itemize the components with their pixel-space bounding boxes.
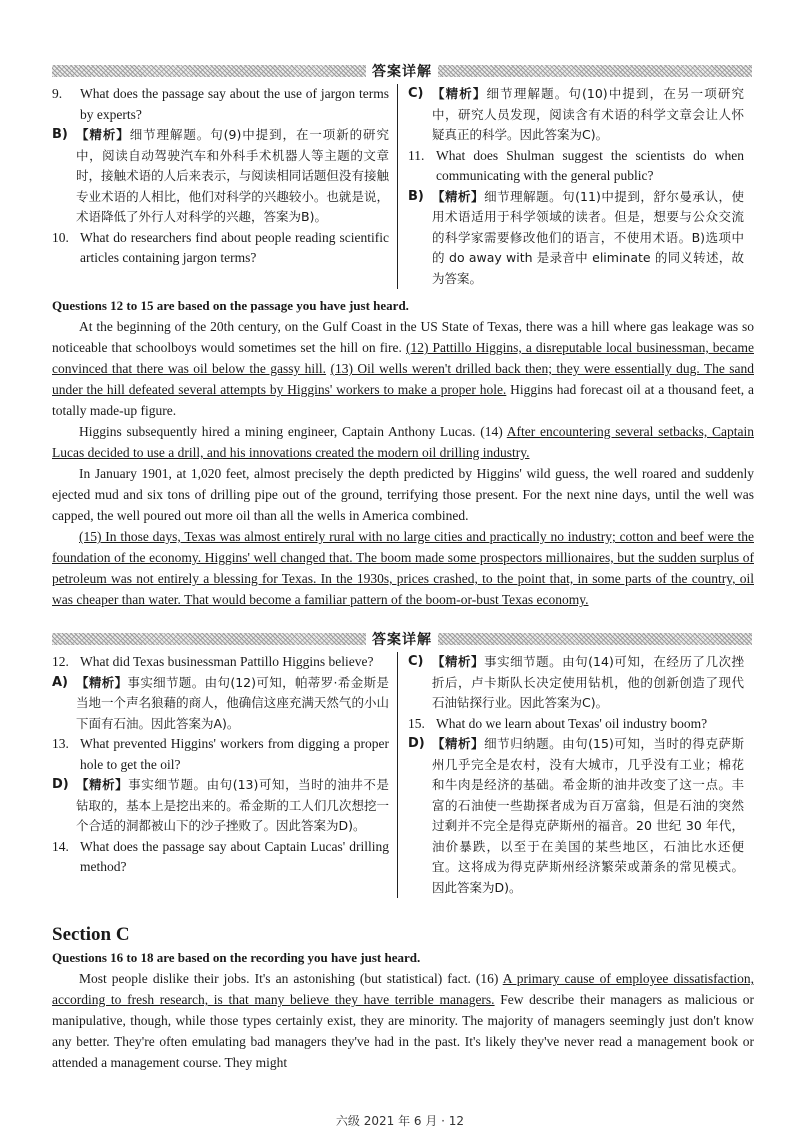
question-9: 9. What does the passage say about the use of jargon terms by experts? — [52, 86, 389, 122]
question-12: 12. What did Texas businessman Pattillo Higgins believe? — [52, 654, 374, 669]
answer-banner-middle — [52, 630, 752, 648]
banner-pattern-right — [438, 633, 752, 645]
banner-pattern-left — [52, 633, 366, 645]
passage-paragraph-3: In January 1901, at 1,020 feet, almost precisely the depth predicted by Higgins' wild guess, the well roared and suddenly ejected mud and six tons of drilling pipe out of the ground, terrifying those present. For the next nine days, until the well was capped, the well poured out more oil than all the wells in America combined. — [52, 466, 754, 523]
page-footer: 六级 2021 年 6 月 · 12 — [335, 1114, 465, 1128]
answer-12: A) 【精析】事实细节题。由句(12)可知，帕蒂罗·希金斯是当地一个声名狼藉的商人，他确信这座充满天然气的小山下面有石油。因此答案为A)。 — [52, 674, 389, 731]
section-c-title: Section C — [52, 924, 130, 945]
answer-13: D) 【精析】事实细节题。由句(13)可知，当时的油井不是钻取的，基本上是挖出来的。希金斯的工人们几次想挖一个合适的洞都被山下的沙子挫败了。因此答案为D)。 — [52, 777, 389, 833]
banner-pattern-left — [52, 65, 366, 77]
answer-banner-top — [52, 62, 752, 80]
banner-title: 答案详解 — [372, 64, 432, 80]
answer-9: B) 【精析】细节理解题。句(9)中提到，在一项新的研究中，阅读自动驾驶汽车和外科手术机器人等主题的文章时，接触术语的人后来表示，与阅读相同话题但没有接触专业术语的人相比，他们对科学的兴趣较小。也就是说，术语降低了外行人对科学的兴趣，答案为B)。 — [52, 127, 389, 224]
answer-block-1-right — [398, 84, 744, 289]
answer-block-2-right — [398, 652, 744, 898]
banner-pattern-right — [438, 65, 752, 77]
question-14: 14. What does the passage say about Captain Lucas' drilling method? — [52, 838, 389, 874]
passage-heading: Questions 12 to 15 are based on the passage you have just heard. — [52, 298, 409, 313]
answer-block-2 — [52, 652, 752, 898]
section-c-paragraph: Most people dislike their jobs. It's an astonishing (but statistical) fact. (16) A primary cause of employee dissatisfaction, according to fresh research, is that many believe they have terrible managers. Few describe their managers as malicious or manipulative, though, while those types certainly exist, they are minority. The majority of managers seemingly just don't know any better. They're often emulating bad managers they've had in the past. It's likely they've never read a management book or attended a management course. They might — [52, 971, 754, 1070]
answer-14: C) 【精析】事实细节题。由句(14)可知，在经历了几次挫折后，卢卡斯队长决定使用钻机，他的创新创造了现代石油钻探行业。因此答案为C)。 — [408, 654, 744, 710]
answer-block-1-left — [52, 84, 398, 289]
passage-paragraph-4: (15) In those days, Texas was almost entirely rural with no large cities and practically no industry; cotton and beef were the foundation of the economy. Higgins' well changed that. The boom made some prospectors millionaires, but the sudden surplus of petroleum was not entirely a blessing for Texas. In the 1930s, prices crashed, to the point that, in some parts of the country, oil was cheaper than water. That would become a familiar pattern of the boom-or-bust Texas economy. — [52, 529, 754, 607]
banner-title: 答案详解 — [372, 632, 432, 648]
section-c-heading: Questions 16 to 18 are based on the recording you have just heard. — [52, 950, 421, 965]
answer-15: D) 【精析】细节归纳题。由句(15)可知，当时的得克萨斯州几乎完全是农村，没有大城市，几乎没有工业；棉花和牛肉是经济的基础。希金斯的油井改变了这一点。丰富的石油使一些勘探者成为百万富翁，但是石油的突然过剩并不完全是得克萨斯州的福音。20 世纪 30 年代，油价暴跌，以至于在美国的某些地区，石油比水还便宜。这将成为得克萨斯州经济繁荣或萧条的常见模式。因此答案为D)。 — [408, 736, 744, 895]
question-13: 13. What prevented Higgins' workers from digging a proper hole to get the oil? — [52, 736, 389, 772]
question-11: 11. What does Shulman suggest the scientists do when communicating with the general public? — [408, 147, 744, 183]
question-10: 10. What do researchers find about people reading scientific articles containing jargon terms? — [52, 229, 389, 265]
answer-11: B) 【精析】细节理解题。句(11)中提到，舒尔曼承认，使用术语适用于科学领域的读者。但是，想要与公众交流的科学家需要修改他们的语言，不使用术语。B)选项中的 do away with 是录音中 eliminate 的同义转述，故为答案。 — [408, 188, 744, 286]
passage-paragraph-1: At the beginning of the 20th century, on the Gulf Coast in the US State of Texas, there was a hill where gas leakage was so noticeable that schoolboys would sometimes set the hill on fire. (12) Pattillo Higgins, a disreputable local businessman, became convinced that there was oil below the gassy hill. (13) Oil wells weren't drilled back then; they were essentially dug. The sand under the hill defeated several attempts by Higgins' workers to make a proper hole. Higgins had forecast oil at a thousand feet, a totally made-up figure. — [52, 319, 754, 418]
answer-10: C) 【精析】细节理解题。句(10)中提到，在另一项研究中，研究人员发现，阅读含有术语的科学文章会让人怀疑真正的科学。因此答案为C)。 — [408, 86, 744, 142]
answer-block-1 — [52, 84, 752, 289]
answer-block-2-left — [52, 652, 398, 898]
passage-paragraph-2: Higgins subsequently hired a mining engineer, Captain Anthony Lucas. (14) After encountering several setbacks, Captain Lucas decided to use a drill, and his innovations created the modern oil drilling industry. — [52, 424, 754, 460]
question-15: 15. What do we learn about Texas' oil industry boom? — [408, 715, 708, 731]
